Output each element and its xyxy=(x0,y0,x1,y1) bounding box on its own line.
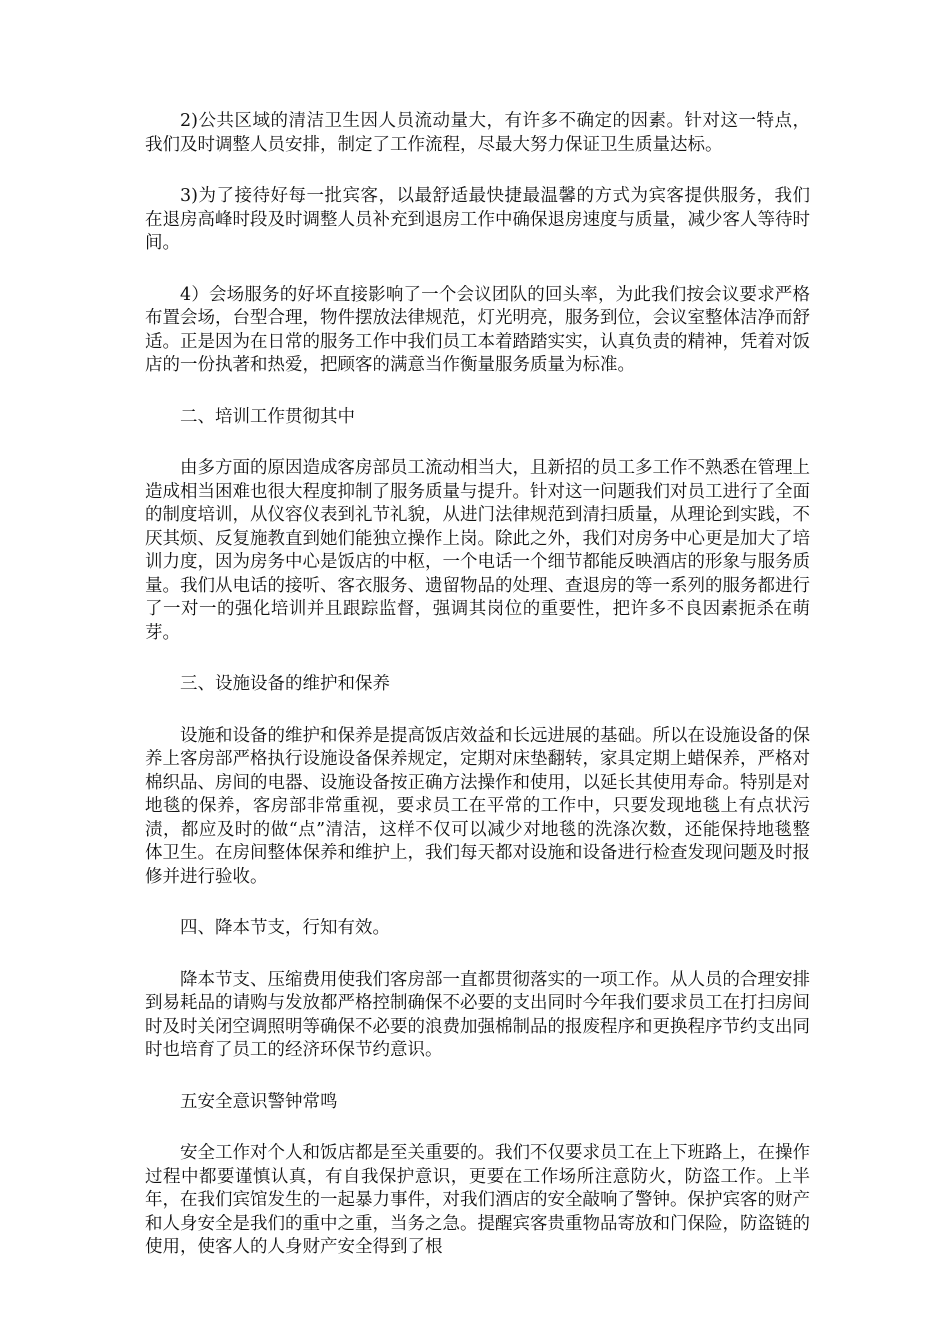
document-page xyxy=(145,110,810,1288)
paragraph-safety: 安全工作对个人和饭店都是至关重要的。我们不仅要求员工在上下班路上，在操作过程中都要谨慎认真，有自我保护意识，更要在工作场所注意防火，防盗工作。上半年，在我们宾馆发生的一起暴力事件，对我们酒店的安全敲响了警钟。保护宾客的财产和人身安全是我们的重中之重，当务之急。提醒宾客贵重物品寄放和门保险，防盗链的使用，使客人的人身财产安全得到了根 xyxy=(145,1143,810,1257)
section-heading-maintenance: 三、设施设备的维护和保养 xyxy=(180,674,390,694)
paragraph-checkout-service: 3)为了接待好每一批宾客，以最舒适最快捷最温馨的方式为宾客提供服务，我们在退房高峰时段及时调整人员补充到退房工作中确保退房速度与质量，减少客人等待时间。 xyxy=(145,186,810,253)
section-heading-cost-saving: 四、降本节支，行知有效。 xyxy=(180,918,390,938)
section-heading-safety: 五安全意识警钟常鸣 xyxy=(180,1091,338,1112)
paragraph-public-area-cleaning: 2)公共区域的清洁卫生因人员流动量大，有许多不确定的因素。针对这一特点，我们及时调整人员安排，制定了工作流程，尽最大努力保证卫生质量达标。 xyxy=(145,111,810,155)
paragraph-maintenance: 设施和设备的维护和保养是提高饭店效益和长远进展的基础。所以在设施设备的保养上客房部严格执行设施设备保养规定，定期对床垫翻转，家具定期上蜡保养，严格对棉织品、房间的电器、设施设备按正确方法操作和使用，以延长其使用寿命。特别是对地毯的保养，客房部非常重视，要求员工在平常的工作中，只要发现地毯上有点状污渍，都应及时的做“点”清洁，这样不仅可以减少对地毯的洗涤次数，还能保持地毯整体卫生。在房间整体保养和维护上，我们每天都对设施和设备进行检查发现问题及时报修并进行验收。 xyxy=(145,725,810,887)
section-heading-training: 二、培训工作贯彻其中 xyxy=(180,406,355,427)
paragraph-meeting-service: 4）会场服务的好坏直接影响了一个会议团队的回头率，为此我们按会议要求严格布置会场，台型合理，物件摆放法律规范，灯光明亮，服务到位，会议室整体洁净而舒适。正是因为在日常的服务工作中我们员工本着踏踏实实，认真负责的精神，凭着对饭店的一份执著和热爱，把顾客的满意当作衡量服务质量为标准。 xyxy=(145,284,810,375)
paragraph-training: 由多方面的原因造成客房部员工流动相当大，且新招的员工多工作不熟悉在管理上造成相当困难也很大程度抑制了服务质量与提升。针对这一问题我们对员工进行了全面的制度培训，从仪容仪表到礼节礼貌，从进门法律规范到清扫质量，从理论到实践，不厌其烦、反复施教直到她们能独立操作上岗。除此之外，我们对房务中心更是加大了培训力度，因为房务中心是饭店的中枢，一个电话一个细节都能反映酒店的形象与服务质量。我们从电话的接听、客衣服务、遗留物品的处理、查退房的等一系列的服务都进行了一对一的强化培训并且跟踪监督，强调其岗位的重要性，把许多不良因素扼杀在萌芽。 xyxy=(145,458,810,643)
paragraph-cost-saving: 降本节支、压缩费用使我们客房部一直都贯彻落实的一项工作。从人员的合理安排到易耗品的请购与发放都严格控制确保不必要的支出同时今年我们要求员工在打扫房间时及时关闭空调照明等确保不必要的浪费加强棉制品的报废程序和更换程序节约支出同时也培育了员工的经济环保节约意识。 xyxy=(145,969,810,1060)
